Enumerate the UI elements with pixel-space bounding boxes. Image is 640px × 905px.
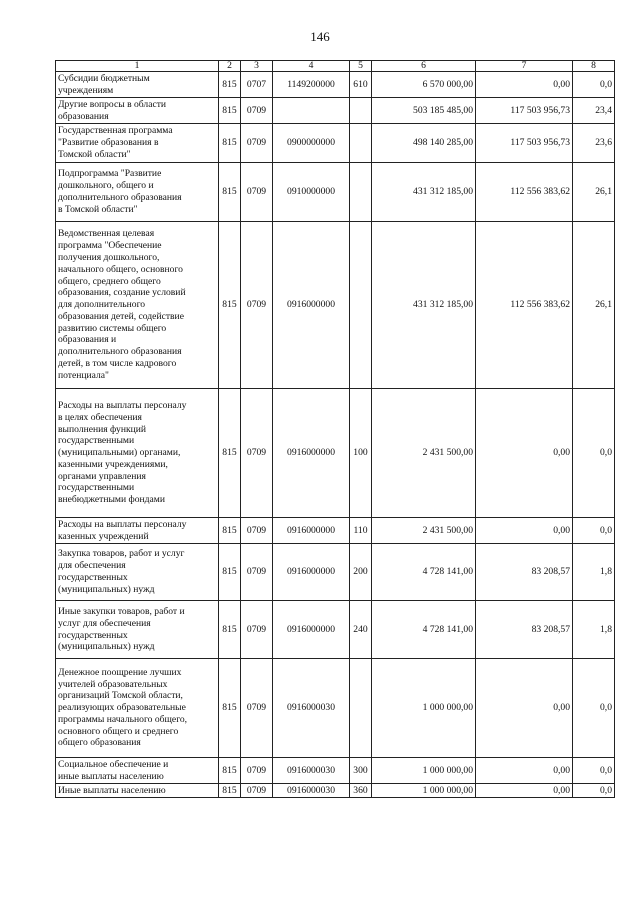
row-section-code: 0709: [241, 222, 273, 389]
row-percent: 0,0: [573, 784, 615, 798]
row-ministry-code: 815: [219, 124, 241, 163]
row-plan-amount: 6 570 000,00: [372, 72, 476, 98]
row-plan-amount: 2 431 500,00: [372, 518, 476, 544]
row-ministry-code: 815: [219, 222, 241, 389]
row-name: Ведомственная целевая программа "Обеспечение получения дошкольного, начального общего, основного общего, среднего общего образования, создание условий для дополнительного образования детей, содействие развитию системы общего образования и дополнительного образования детей, в том числе кадрового потенциала": [56, 222, 219, 389]
row-section-code: 0709: [241, 163, 273, 222]
table-row: [56, 389, 615, 518]
row-ministry-code: 815: [219, 601, 241, 659]
table-row: [56, 601, 615, 659]
header-col-1: 1: [56, 61, 219, 72]
table-row: [56, 758, 615, 784]
row-expense-type: 200: [350, 544, 372, 601]
row-ministry-code: 815: [219, 389, 241, 518]
row-executed-amount: 112 556 383,62: [476, 163, 573, 222]
row-percent: 0,0: [573, 659, 615, 758]
row-section-code: 0709: [241, 758, 273, 784]
row-percent: 26,1: [573, 163, 615, 222]
row-name: Расходы на выплаты персоналу казенных учреждений: [56, 518, 219, 544]
row-expense-type: [350, 163, 372, 222]
row-name: Закупка товаров, работ и услуг для обеспечения государственных (муниципальных) нужд: [56, 544, 219, 601]
header-col-3: 3: [241, 61, 273, 72]
row-section-code: 0709: [241, 544, 273, 601]
table-row: [56, 72, 615, 98]
row-expense-type: 610: [350, 72, 372, 98]
row-executed-amount: 0,00: [476, 72, 573, 98]
row-expense-type: 360: [350, 784, 372, 798]
row-ministry-code: 815: [219, 72, 241, 98]
row-executed-amount: 83 208,57: [476, 601, 573, 659]
row-section-code: 0709: [241, 659, 273, 758]
row-plan-amount: 4 728 141,00: [372, 544, 476, 601]
row-target-code: 0916000000: [273, 601, 350, 659]
row-section-code: 0709: [241, 601, 273, 659]
row-expense-type: 300: [350, 758, 372, 784]
row-ministry-code: 815: [219, 758, 241, 784]
row-target-code: 0916000030: [273, 784, 350, 798]
row-expense-type: [350, 124, 372, 163]
row-percent: 1,8: [573, 544, 615, 601]
page-number: 146: [310, 29, 330, 44]
row-executed-amount: 0,00: [476, 659, 573, 758]
header-col-7: 7: [476, 61, 573, 72]
row-name: Подпрограмма "Развитие дошкольного, общего и дополнительного образования в Томской области": [56, 163, 219, 222]
row-target-code: 0916000000: [273, 518, 350, 544]
table-row: [56, 659, 615, 758]
row-ministry-code: 815: [219, 544, 241, 601]
row-percent: 26,1: [573, 222, 615, 389]
header-row: [56, 61, 615, 72]
row-target-code: 0916000030: [273, 659, 350, 758]
row-plan-amount: 431 312 185,00: [372, 163, 476, 222]
row-executed-amount: 0,00: [476, 389, 573, 518]
row-executed-amount: 0,00: [476, 758, 573, 784]
row-target-code: 0900000000: [273, 124, 350, 163]
row-section-code: 0707: [241, 72, 273, 98]
row-plan-amount: 498 140 285,00: [372, 124, 476, 163]
row-section-code: 0709: [241, 518, 273, 544]
row-percent: 0,0: [573, 758, 615, 784]
table-row: [56, 222, 615, 389]
row-executed-amount: 0,00: [476, 518, 573, 544]
row-plan-amount: 2 431 500,00: [372, 389, 476, 518]
row-ministry-code: 815: [219, 163, 241, 222]
row-plan-amount: 1 000 000,00: [372, 659, 476, 758]
table-row: [56, 98, 615, 124]
row-name: Иные закупки товаров, работ и услуг для обеспечения государственных (муниципальных) нужд: [56, 601, 219, 659]
row-target-code: 0916000000: [273, 544, 350, 601]
header-col-6: 6: [372, 61, 476, 72]
table-row: [56, 124, 615, 163]
row-plan-amount: 431 312 185,00: [372, 222, 476, 389]
row-executed-amount: 117 503 956,73: [476, 124, 573, 163]
row-name: Расходы на выплаты персоналу в целях обеспечения выполнения функций государственными (муниципальными) органами, казенными учреждениями, органами управления государственными внебюджетными фондами: [56, 389, 219, 518]
row-target-code: 0910000000: [273, 163, 350, 222]
header-col-5: 5: [350, 61, 372, 72]
row-target-code: 0916000000: [273, 222, 350, 389]
row-target-code: 0916000000: [273, 389, 350, 518]
row-name: Социальное обеспечение и иные выплаты населению: [56, 758, 219, 784]
header-col-4: 4: [273, 61, 350, 72]
row-target-code: 1149200000: [273, 72, 350, 98]
row-name: Государственная программа "Развитие образования в Томской области": [56, 124, 219, 163]
row-plan-amount: 4 728 141,00: [372, 601, 476, 659]
row-percent: 1,8: [573, 601, 615, 659]
row-plan-amount: 503 185 485,00: [372, 98, 476, 124]
row-expense-type: [350, 98, 372, 124]
row-percent: 0,0: [573, 72, 615, 98]
row-ministry-code: 815: [219, 659, 241, 758]
row-percent: 0,0: [573, 518, 615, 544]
budget-table: [55, 60, 615, 798]
row-percent: 0,0: [573, 389, 615, 518]
row-plan-amount: 1 000 000,00: [372, 758, 476, 784]
row-name: Другие вопросы в области образования: [56, 98, 219, 124]
row-expense-type: [350, 222, 372, 389]
row-section-code: 0709: [241, 784, 273, 798]
row-executed-amount: 0,00: [476, 784, 573, 798]
row-section-code: 0709: [241, 389, 273, 518]
row-name: Иные выплаты населению: [56, 784, 219, 798]
table-row: [56, 784, 615, 798]
table-row: [56, 544, 615, 601]
row-ministry-code: 815: [219, 98, 241, 124]
row-executed-amount: 83 208,57: [476, 544, 573, 601]
row-target-code: [273, 98, 350, 124]
row-name: Субсидии бюджетным учреждениям: [56, 72, 219, 98]
row-ministry-code: 815: [219, 518, 241, 544]
row-target-code: 0916000030: [273, 758, 350, 784]
row-plan-amount: 1 000 000,00: [372, 784, 476, 798]
header-col-2: 2: [219, 61, 241, 72]
row-name: Денежное поощрение лучших учителей образовательных организаций Томской области, реализующих образовательные программы начального общего, основного общего и среднего общего образования: [56, 659, 219, 758]
row-expense-type: 110: [350, 518, 372, 544]
row-percent: 23,4: [573, 98, 615, 124]
row-executed-amount: 117 503 956,73: [476, 98, 573, 124]
row-section-code: 0709: [241, 124, 273, 163]
row-ministry-code: 815: [219, 784, 241, 798]
row-executed-amount: 112 556 383,62: [476, 222, 573, 389]
row-percent: 23,6: [573, 124, 615, 163]
row-section-code: 0709: [241, 98, 273, 124]
row-expense-type: 100: [350, 389, 372, 518]
row-expense-type: 240: [350, 601, 372, 659]
header-col-8: 8: [573, 61, 615, 72]
row-expense-type: [350, 659, 372, 758]
table-row: [56, 163, 615, 222]
table-row: [56, 518, 615, 544]
